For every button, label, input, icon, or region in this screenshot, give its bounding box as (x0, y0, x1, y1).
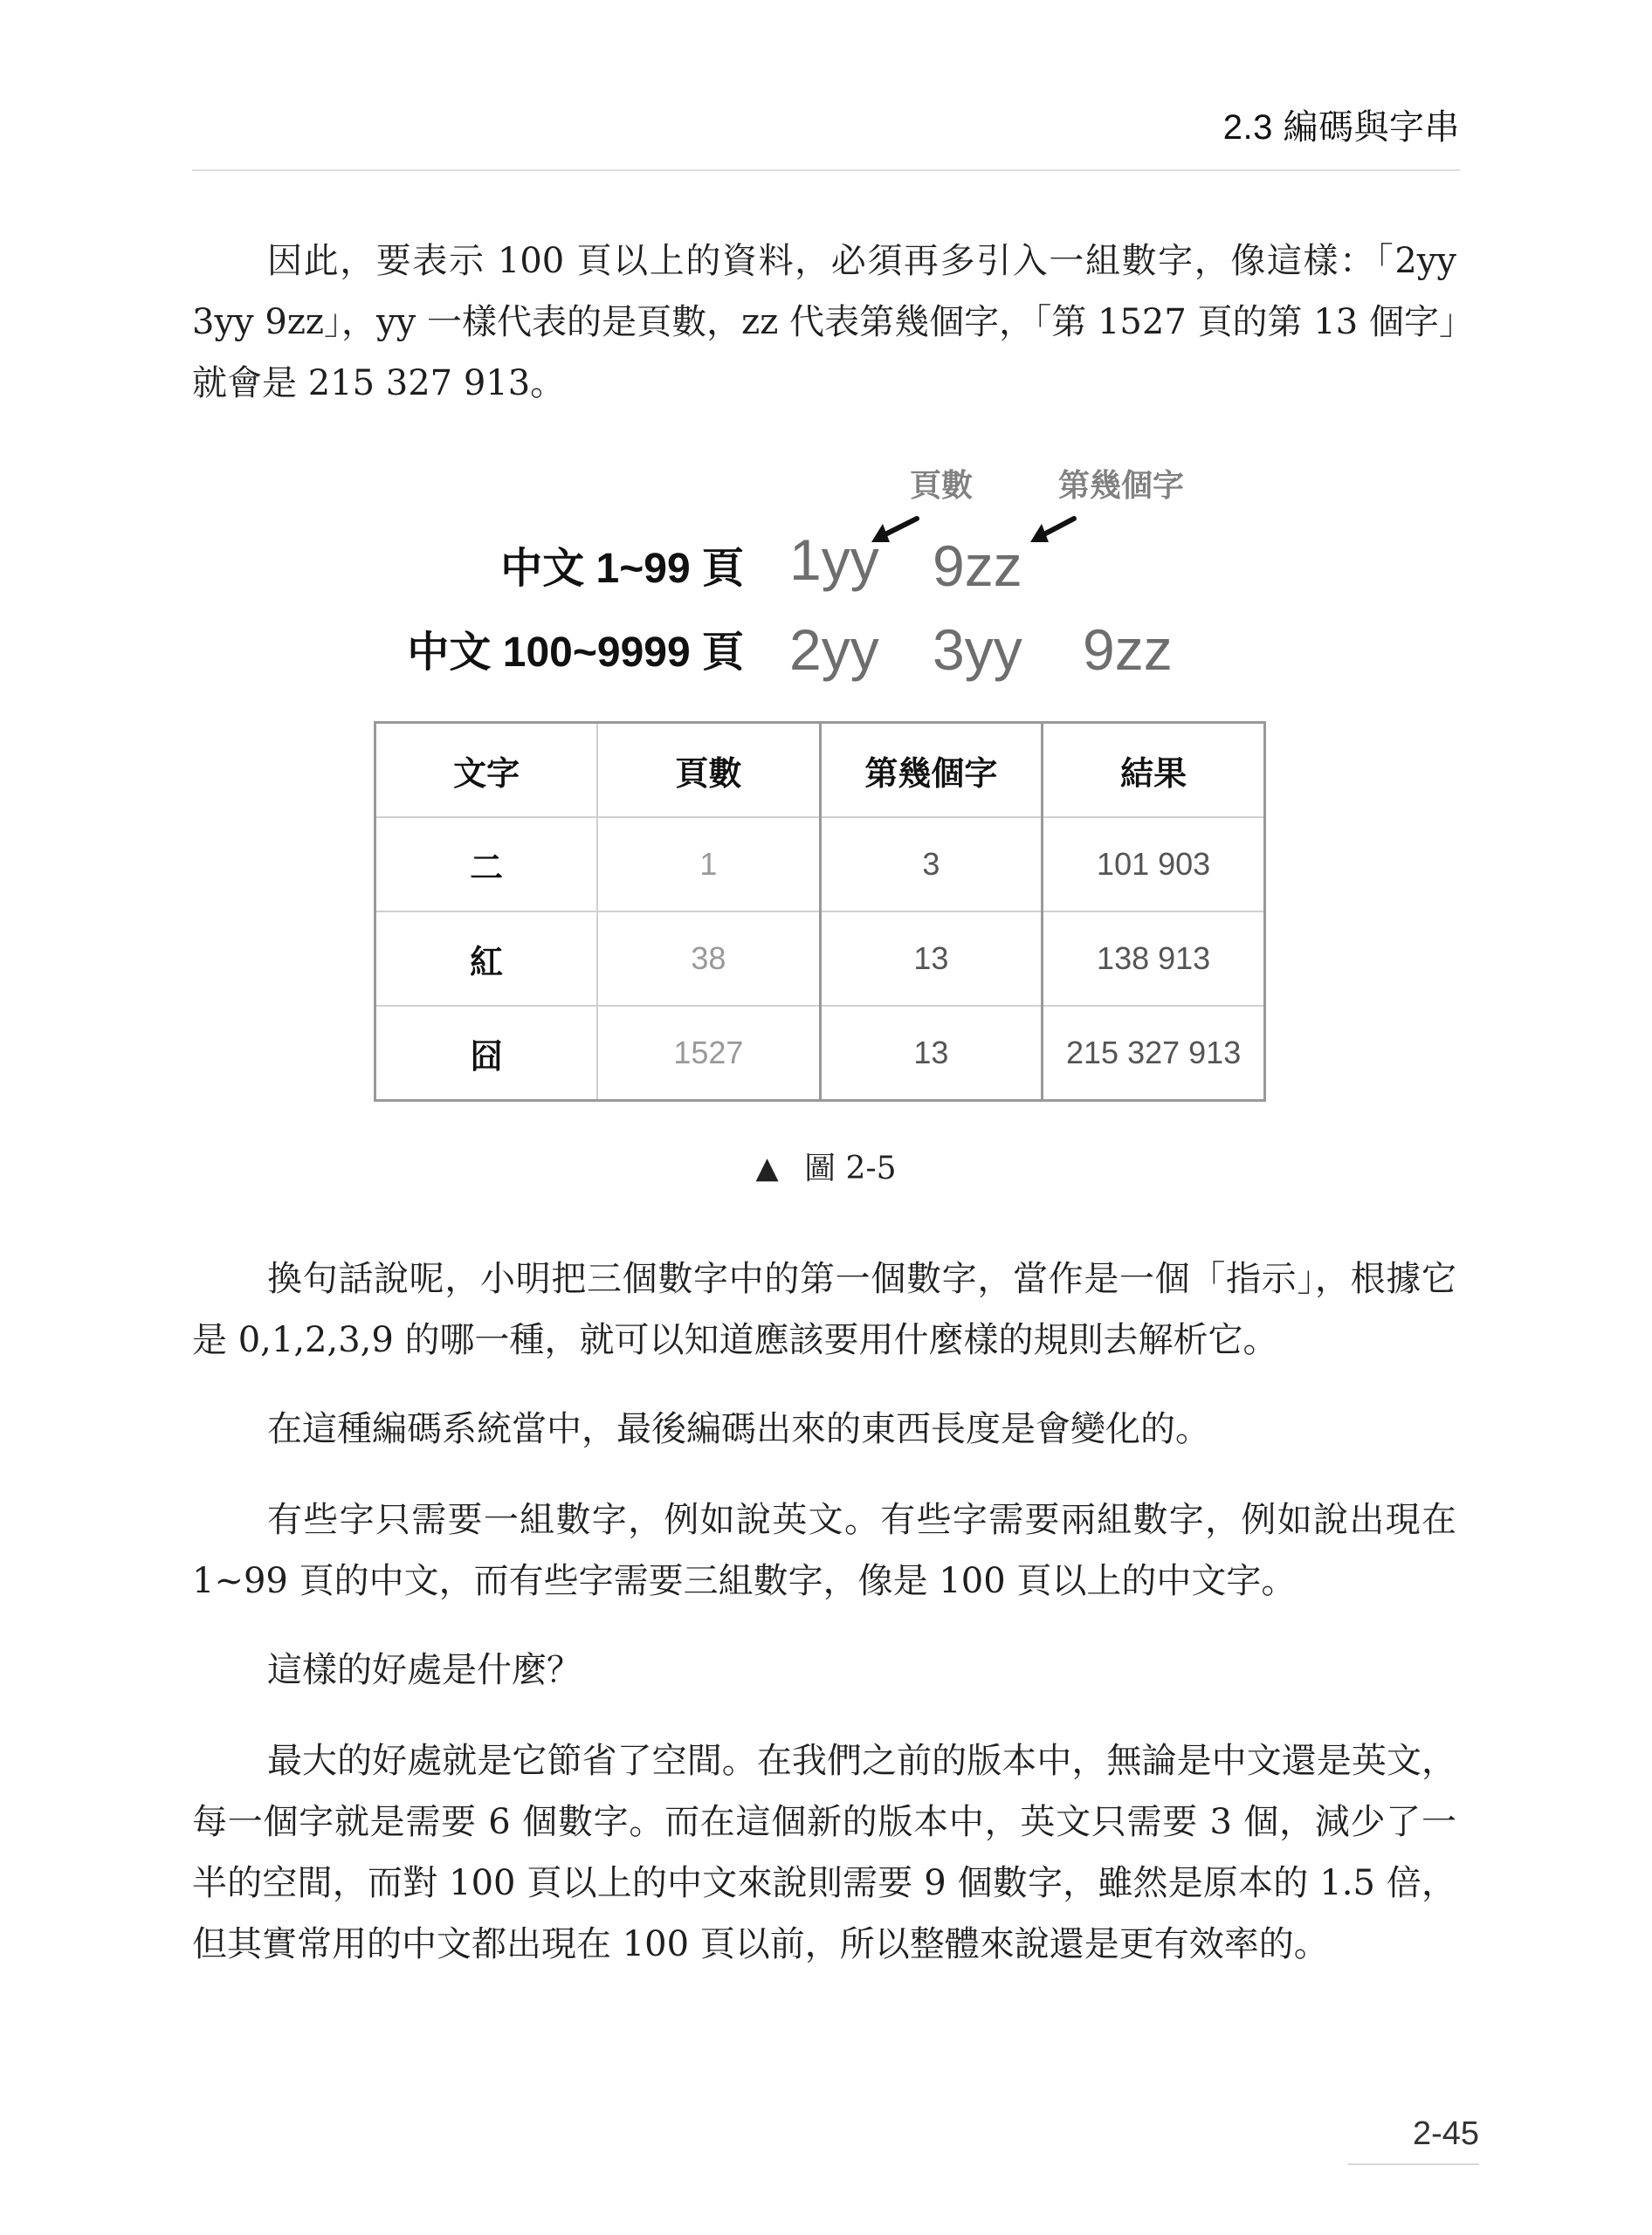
body-paragraph-3: 在這種編碼系統當中，最後編碼出來的東西長度是會變化的。 (267, 1409, 1210, 1449)
figure-label-pages: 頁數 (910, 467, 974, 503)
table-header-pages: 頁數 (597, 723, 820, 818)
table-cell-char: 紅 (375, 911, 598, 1006)
table-cell-result: 101 903 (1043, 817, 1265, 911)
figure-caption-text: 圖 2-5 (804, 1151, 897, 1186)
table-cell-result: 138 913 (1043, 911, 1265, 1006)
table-row (375, 817, 1265, 911)
page-number: 2-45 (1348, 2115, 1479, 2165)
table-header-nth-char: 第幾個字 (820, 723, 1043, 818)
figure-2-5 (0, 437, 1652, 1214)
table-cell-pages: 38 (597, 911, 820, 1006)
figure-code-2yy: 2yy (789, 617, 879, 682)
table-cell-char: 囧 (375, 1006, 598, 1101)
body-paragraph-2: 換句話說呢，小明把三個數字中的第一個數字，當作是一個「指示」，根據它是 0,1,2,3,9 的哪一種，就可以知道應該要用什麼樣的規則去解析它。 (192, 1259, 1456, 1360)
body-paragraph-6: 最大的好處就是它節省了空間。在我們之前的版本中，無論是中文還是英文，每一個字就是需要 6 個數字。而在這個新的版本中，英文只需要 3 個，減少了一半的空間，而對 100 頁以上的中文來說則需要 9 個數字，雖然是原本的 1.5 倍，但其實常用的中文都出現在 100 頁以前，所以整體來說還是更有效率的。 (192, 1741, 1456, 1964)
figure-row-label-2: 中文 100~9999 頁 (407, 629, 744, 676)
table-row (375, 911, 1265, 1006)
section-title: 2.3 編碼與字串 (1222, 108, 1460, 147)
figure-label-nth-char: 第幾個字 (1058, 467, 1185, 503)
figure-code-1yy: 1yy (789, 527, 879, 592)
caption-triangle-icon: ▲ (755, 1151, 779, 1186)
table-header-row (375, 723, 1265, 818)
table-cell-nth-char: 13 (820, 911, 1043, 1006)
page-header (192, 103, 1460, 171)
arrow-nth-char-icon (1030, 519, 1074, 542)
table-row (375, 1006, 1265, 1101)
table-header-result: 結果 (1043, 723, 1265, 818)
encoding-table (374, 721, 1266, 1102)
table-cell-pages: 1 (597, 817, 820, 911)
figure-row-label-1: 中文 1~99 頁 (500, 546, 744, 592)
table-cell-pages: 1527 (597, 1006, 820, 1101)
table-cell-result: 215 327 913 (1043, 1006, 1265, 1101)
table-header-char: 文字 (375, 723, 598, 818)
table-cell-nth-char: 3 (820, 817, 1043, 911)
body-paragraph-5: 這樣的好處是什麼？ (267, 1650, 582, 1690)
table-cell-nth-char: 13 (820, 1006, 1043, 1101)
table-cell-char: 二 (375, 817, 598, 911)
figure-caption (0, 1149, 1652, 1188)
body-paragraph-1: 因此，要表示 100 頁以上的資料，必須再多引入一組數字，像這樣：「2yy 3yy 9zz」，yy 一樣代表的是頁數，zz 代表第幾個字，「第 1527 頁的第 13 個字」就會是 215 327 913。 (192, 241, 1456, 403)
figure-code-9zz-second: 9zz (1083, 617, 1173, 682)
body-paragraph-4: 有些字只需要一組數字，例如說英文。有些字需要兩組數字，例如說出現在 1~99 頁的中文，而有些字需要三組數字，像是 100 頁以上的中文字。 (192, 1500, 1456, 1601)
figure-code-9zz: 9zz (933, 533, 1022, 598)
figure-code-3yy: 3yy (933, 617, 1022, 682)
